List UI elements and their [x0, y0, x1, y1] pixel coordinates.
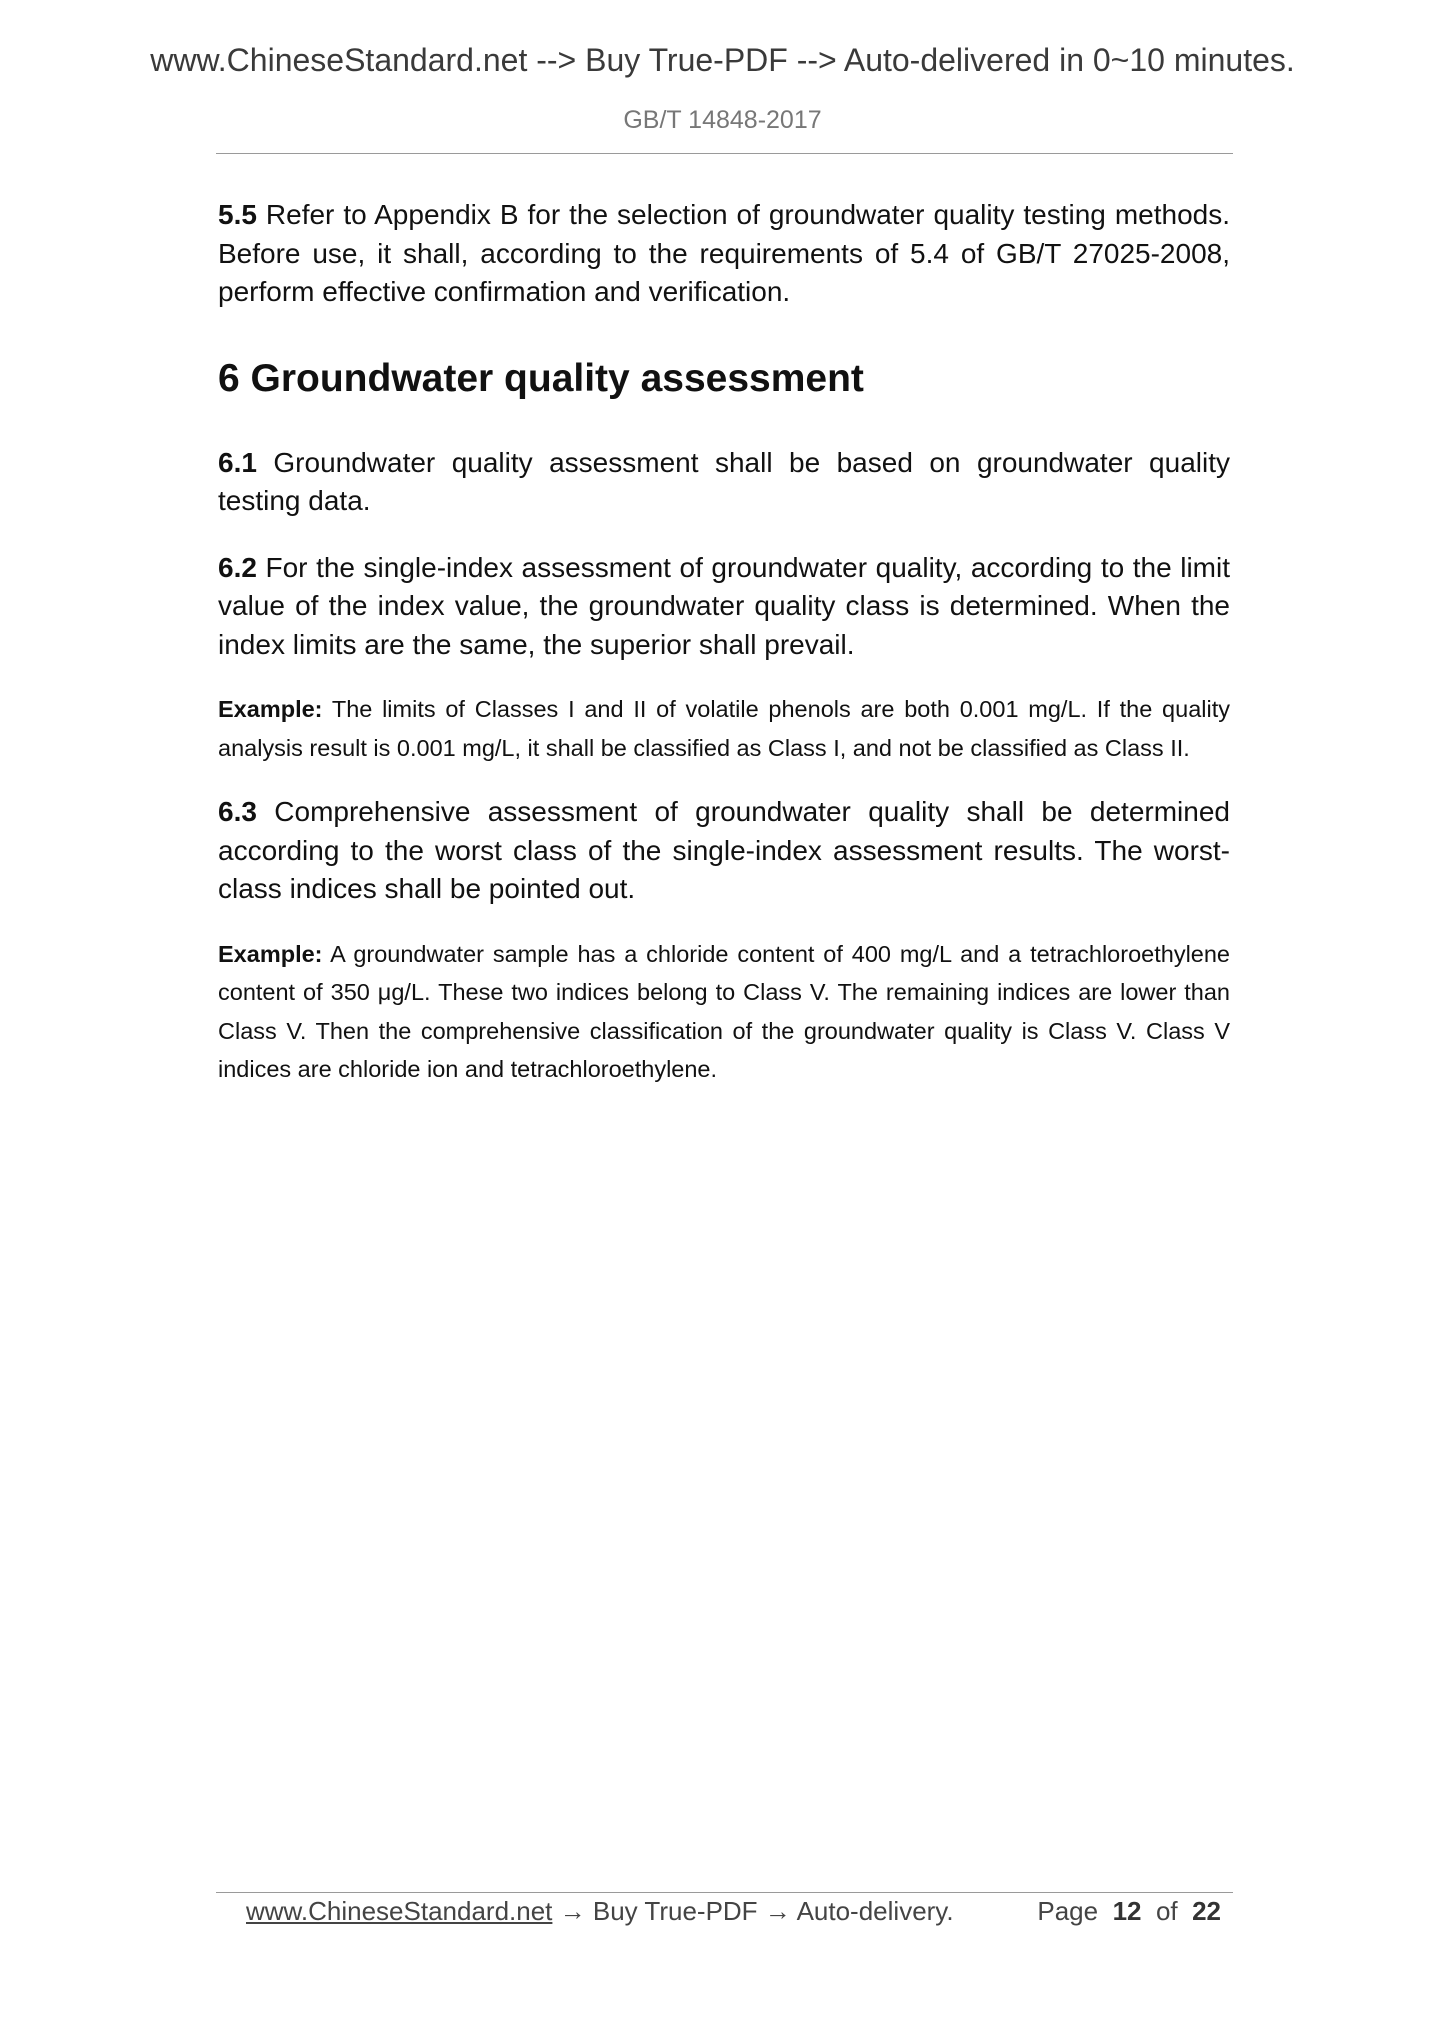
section-heading: 6 Groundwater quality assessment	[218, 356, 864, 400]
example-text: A groundwater sample has a chloride content of 400 mg/L and a tetrachloroethylene content of 350 μg/L. These two indices belong to Class V. The remaining indices are lower than Class V. Then the comprehensive classification of the groundwater quality is Class V. Class V indices are chloride ion and tetrachloroethylene.	[218, 940, 1230, 1082]
page-total: 22	[1192, 1896, 1221, 1926]
top-banner: www.ChineseStandard.net --> Buy True-PDF --> Auto-delivered in 0~10 minutes.	[150, 42, 1295, 78]
clause-text: Comprehensive assessment of groundwater quality shall be determined according to the worst class of the single-index assessment results. The worst-class indices shall be pointed out.	[218, 796, 1230, 904]
header-divider	[216, 153, 1233, 154]
clause-number: 6.2	[218, 551, 257, 583]
clause-6-2	[218, 549, 1230, 665]
footer-promo	[246, 1894, 954, 1928]
document-code: GB/T 14848-2017	[623, 106, 822, 134]
clause-number: 6.1	[218, 446, 257, 478]
clause-text: For the single-index assessment of groundwater quality, according to the limit value of the index value, the groundwater quality class is determined. When the index limits are the same, the superior shall prevail.	[218, 551, 1230, 660]
example-2	[218, 935, 1230, 1089]
page-label: Page	[1037, 1896, 1099, 1926]
example-label: Example:	[218, 940, 323, 967]
example-text: The limits of Classes I and II of volatile phenols are both 0.001 mg/L. If the quality analysis result is 0.001 mg/L, it shall be classified as Class I, and not be classified as Class II.	[218, 696, 1230, 761]
clause-number: 5.5	[218, 199, 257, 230]
clause-number: 6.3	[218, 796, 257, 827]
example-label: Example:	[218, 696, 323, 722]
page-body	[218, 196, 1230, 1089]
clause-6-1	[218, 444, 1230, 521]
footer-tagline: → Buy True-PDF → Auto-delivery.	[552, 1896, 954, 1926]
page-number: 12	[1112, 1896, 1142, 1926]
footer-divider	[216, 1892, 1233, 1893]
clause-text: Refer to Appendix B for the selection of groundwater quality testing methods. Before use, it shall, according to the requirements of 5.4 of GB/T 27025-2008, perform effective confirmation and verification.	[218, 199, 1230, 307]
page-indicator	[1037, 1894, 1221, 1928]
example-1	[218, 690, 1230, 767]
footer-site-link[interactable]: www.ChineseStandard.net	[246, 1896, 553, 1926]
clause-text: Groundwater quality assessment shall be based on groundwater quality testing data.	[218, 446, 1230, 516]
of-label: of	[1155, 1896, 1178, 1926]
clause-5-5	[218, 196, 1230, 312]
page-footer	[246, 1894, 1231, 1928]
clause-6-3	[218, 793, 1230, 909]
